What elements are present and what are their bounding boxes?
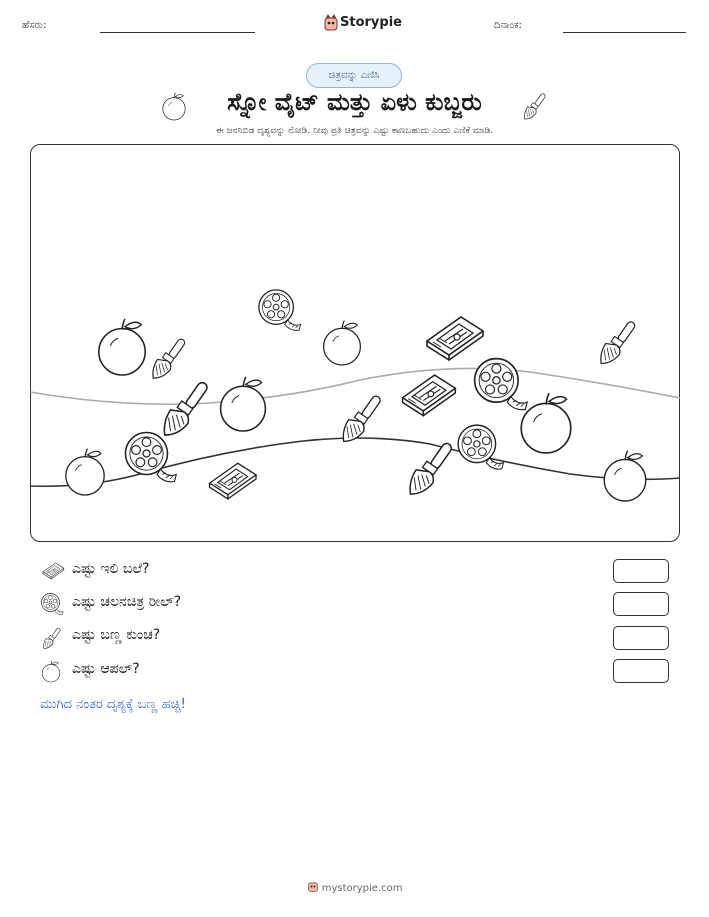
storypie-logo-icon	[323, 14, 339, 32]
paintbrush-icon	[521, 91, 549, 121]
answer-box-mousetrap[interactable]	[613, 559, 669, 583]
answer-box-apple[interactable]	[613, 659, 669, 683]
answer-box-paintbrush[interactable]	[613, 626, 669, 650]
footer	[0, 880, 709, 894]
brand-name: Storypie	[340, 15, 402, 30]
apple-icon	[215, 373, 271, 433]
date-label: ದಿನಾಂಕ:	[494, 20, 522, 31]
paintbrush-icon	[337, 387, 387, 449]
mousetrap-icon	[419, 311, 489, 361]
counting-scene	[30, 144, 680, 542]
date-line[interactable]	[563, 32, 686, 33]
paintbrush-icon	[157, 375, 215, 441]
name-label: ಹೆಸರು:	[22, 20, 47, 31]
answer-box-film-reel[interactable]	[613, 592, 669, 616]
coloring-note: ಮುಗಿದ ನಂತರ ದೃಶ್ಯಕ್ಕೆ ಬಣ್ಣ ಹಚ್ಚಿ!	[40, 697, 186, 712]
instructions: ಈ ಜನನಿಬಿಡ ದೃಶ್ಯವನ್ನು ನೋಡಿ. ನೀವು ಪ್ರತಿ ಚಿತ್ರವನ್ನು ಎಷ್ಟು ಕಾಣಬಹುದು ಎಂದು ಎಣಿಕೆ ಮಾಡಿ.	[215, 126, 494, 136]
apple-icon	[599, 447, 651, 503]
apple-icon	[61, 445, 109, 497]
mousetrap-icon	[203, 457, 261, 501]
activity-badge: ಚಿತ್ರವನ್ನು ಎಣಿಸಿ	[306, 63, 402, 88]
question-paintbrush: ಎಷ್ಟು ಬಣ್ಣ ಕುಂಚ?	[72, 627, 161, 643]
paintbrush-icon	[40, 626, 64, 650]
storypie-logo-icon	[307, 880, 319, 893]
footer-url[interactable]: mystorypie.com	[321, 883, 403, 894]
apple-icon	[40, 659, 64, 683]
mousetrap-icon	[40, 559, 64, 583]
film-reel-icon	[471, 355, 529, 413]
film-reel-icon	[253, 287, 305, 333]
apple-icon	[319, 317, 365, 367]
film-reel-icon	[40, 592, 64, 616]
apple-icon	[93, 315, 151, 377]
page-title: ಸ್ನೋ ವೈಟ್ ಮತ್ತು ಏಳು ಕುಬ್ಜರು	[227, 88, 482, 116]
question-apple: ಎಷ್ಟು ಆಪಲ್?	[72, 661, 140, 677]
mousetrap-icon	[395, 369, 461, 417]
name-line[interactable]	[100, 32, 255, 33]
question-film-reel: ಎಷ್ಟು ಚಲನಚಿತ್ರ ರೀಲ್?	[72, 594, 182, 610]
question-mousetrap: ಎಷ್ಟು ಇಲಿ ಬಲೆ?	[72, 561, 150, 577]
paintbrush-icon	[403, 435, 459, 501]
film-reel-icon	[455, 421, 505, 473]
paintbrush-icon	[595, 317, 641, 367]
